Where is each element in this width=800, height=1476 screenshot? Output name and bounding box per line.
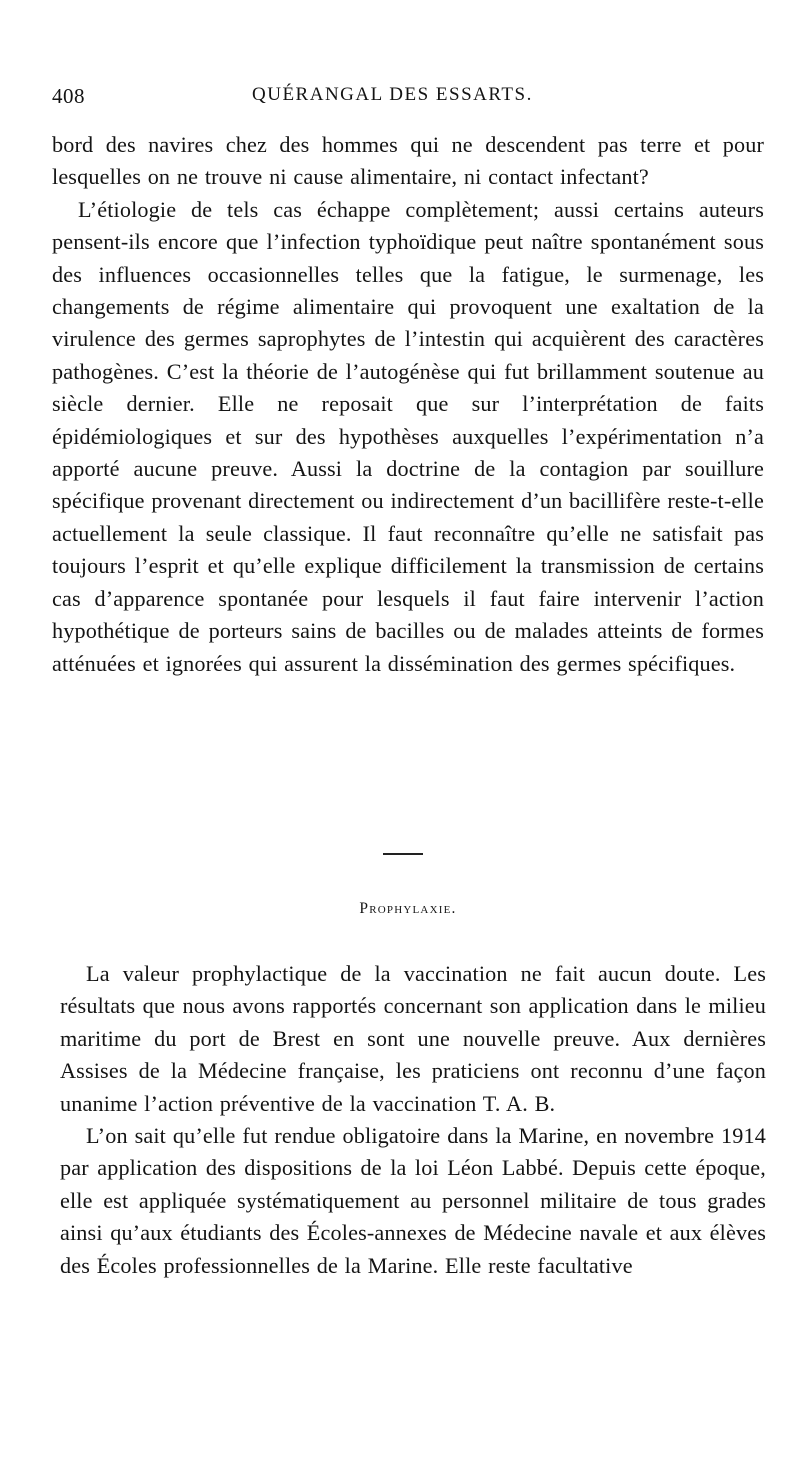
text-block-top: [52, 129, 764, 680]
paragraph-vaccination-obligation: L’on sait qu’elle fut rendue obligatoire dans la Marine, en novembre 1914 par application des dispositions de la loi Léon Labbé. Depuis cette époque, elle est appliquée systématiquement au personnel militaire de tous grades ainsi qu’aux étudiants des Écoles-annexes de Médecine navale et aux élèves des Écoles professionnelles de la Marine. Elle reste facultative: [60, 1123, 766, 1278]
paragraph-vaccination-value: La valeur prophylactique de la vaccination ne fait aucun doute. Les résultats que nous avons rapportés concernant son application dans le milieu maritime du port de Brest en sont une nouvelle preuve. Aux dernières Assises de la Médecine française, les praticiens ont reconnu d’une façon unanime l’action préventive de la vaccination T. A. B.: [60, 961, 766, 1116]
page-number: 408: [52, 84, 85, 108]
running-title: QUÉRANGAL DES ESSARTS.: [252, 84, 533, 105]
paragraph-etiology: L’étiologie de tels cas échappe complètement; aussi certains auteurs pensent-ils encore que l’infection typhoïdique peut naître spontanément sous des influences occasionnelles telles que la fatigue, le surmenage, les changements de régime alimentaire qui provoquent une exaltation de la virulence des germes saprophytes de l’intestin qui acquièrent des caractères pathogènes. C’est la théorie de l’autogénèse qui fut brillamment soutenue au siècle dernier. Elle ne reposait que sur l’interprétation de faits épidémiologiques et sur des hypothèses auxquelles l’expérimentation n’a apporté aucune preuve. Aussi la doctrine de la contagion par souillure spécifique provenant directement ou indirectement d’un bacillifère reste-t-elle actuellement la seule classique. Il faut reconnaître qu’elle ne satisfait pas toujours l’esprit et qu’elle explique difficilement la transmission de certains cas d’apparence spontanée pour lesquels il faut faire intervenir l’action hypothétique de porteurs sains de bacilles ou de malades atteints de formes atténuées et ignorées qui assurent la dissémination des germes spécifiques.: [52, 196, 764, 676]
book-page: [52, 78, 766, 1278]
paragraph-continuation: bord des navires chez des hommes qui ne descendent pas terre et pour lesquelles on ne trouve ni cause alimentaire, ni contact infectant?: [52, 132, 764, 190]
section-heading: Prophylaxie.: [359, 900, 457, 917]
page-header: [52, 78, 764, 118]
text-block-prophylaxis: [60, 958, 766, 1282]
section-divider: [383, 853, 423, 855]
